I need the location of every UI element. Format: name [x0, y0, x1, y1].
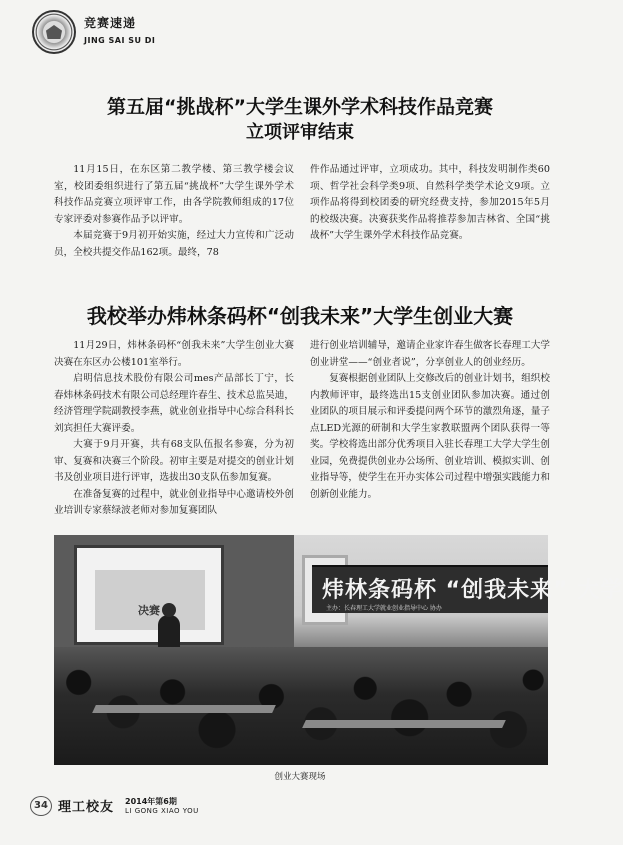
article1-title-line2: 立项评审结束	[246, 122, 354, 143]
article1-paragraph: 本届竞赛于9月初开始实施，经过大力宣传和广泛动员，全校共提交作品162项。最终，78	[54, 230, 294, 258]
page-header	[32, 8, 572, 58]
slide-area	[95, 570, 205, 630]
slide-text: 决赛	[138, 604, 160, 617]
page-number: 34	[30, 796, 52, 816]
article2-paragraph: 进行创业培训辅导，邀请企业家许春生做客长春理工大学创业讲堂——“创业者说”，分享创业人的创业经历。	[310, 340, 550, 368]
desk-row	[302, 720, 506, 728]
issue-number: 2014年第6期	[125, 797, 177, 806]
section-title: 竞赛速递	[84, 16, 137, 30]
article1-title-line1: 第五届“挑战杯”大学生课外学术科技作品竞赛	[107, 96, 493, 118]
magazine-name-en: LI GONG XIAO YOU	[125, 807, 199, 815]
article2-paragraph: 大赛于9月开赛，共有68支队伍报名参赛，分为初审、复赛和决赛三个阶段。初审主要是对提交的创业计划书及创业项目进行评审，选拔出30支队伍参加复赛。	[54, 439, 294, 483]
article2-column-right	[310, 338, 550, 503]
university-logo-icon	[32, 10, 76, 54]
article2-paragraph: 复赛根据创业团队上交修改后的创业计划书，组织校内教师评审，最终选出15支创业团队参加决赛。通过创业团队的项目展示和评委提问两个环节的激烈角逐，量子点LED光源的研制和大学生家教联盟两个团队获得一等奖。学校将选出部分优秀项目入驻长春理工大学大学生创业园，免费提供创业办公场所、创业培训、模拟实训、创业指导等，使学生在开办实体公司过程中增强实践能力和创新创业能力。	[310, 373, 550, 500]
article2-paragraph: 11月29日，炜林条码杯“创我未来”大学生创业大赛决赛在东区办公楼101室举行。	[54, 340, 294, 368]
article1-paragraph: 11月15日，在东区第二教学楼、第三教学楼会议室，校团委组织进行了第五届“挑战杯”大学生课外学术科技作品竞赛立项评审工作，由各学院教师组成的17位专家评委对参赛作品予以评审。	[54, 164, 294, 225]
article2-column-left	[54, 338, 294, 520]
article2-paragraph: 启明信息技术股份有限公司mes产品部长丁宁，长春炜林条码技术有限公司总经理许春生、技术总监吴迪，经济管理学院副教授李燕，就业创业指导中心综合科科长刘宾担任大赛评委。	[54, 373, 294, 434]
event-photo	[54, 535, 623, 765]
page-footer	[30, 796, 330, 820]
event-banner	[312, 565, 623, 613]
banner-organizer: 主办：长春理工大学就业创业指导中心 协办	[326, 605, 442, 612]
article1-column-left	[54, 162, 294, 261]
section-subtitle: JING SAI SU DI	[84, 36, 156, 45]
article1-paragraph: 件作品通过评审，立项成功。其中，科技发明制作类60项、哲学社会科学类9项、自然科学类学术论文9项。立项作品将得到校团委的研究经费支持，参加2015年5月的校级决赛。决赛获奖作品将推荐参加吉林省、全国“挑战杯”大学生课外学术科技作品竞赛。	[310, 164, 550, 241]
article1-column-right	[310, 162, 550, 245]
projector-screen	[74, 545, 224, 645]
banner-text: 炜林条码杯 “创我未来” 大学	[322, 578, 623, 603]
desk-row	[92, 705, 276, 713]
magazine-name: 理工校友	[58, 800, 115, 815]
article2-title: 我校举办炜林条码杯“创我未来”大学生创业大赛	[86, 304, 514, 328]
article2-paragraph: 在准备复赛的过程中，就业创业指导中心邀请校外创业培训专家蔡绿波老师对参加复赛团队	[54, 488, 294, 516]
photo-caption: 创业大赛现场	[274, 772, 326, 782]
